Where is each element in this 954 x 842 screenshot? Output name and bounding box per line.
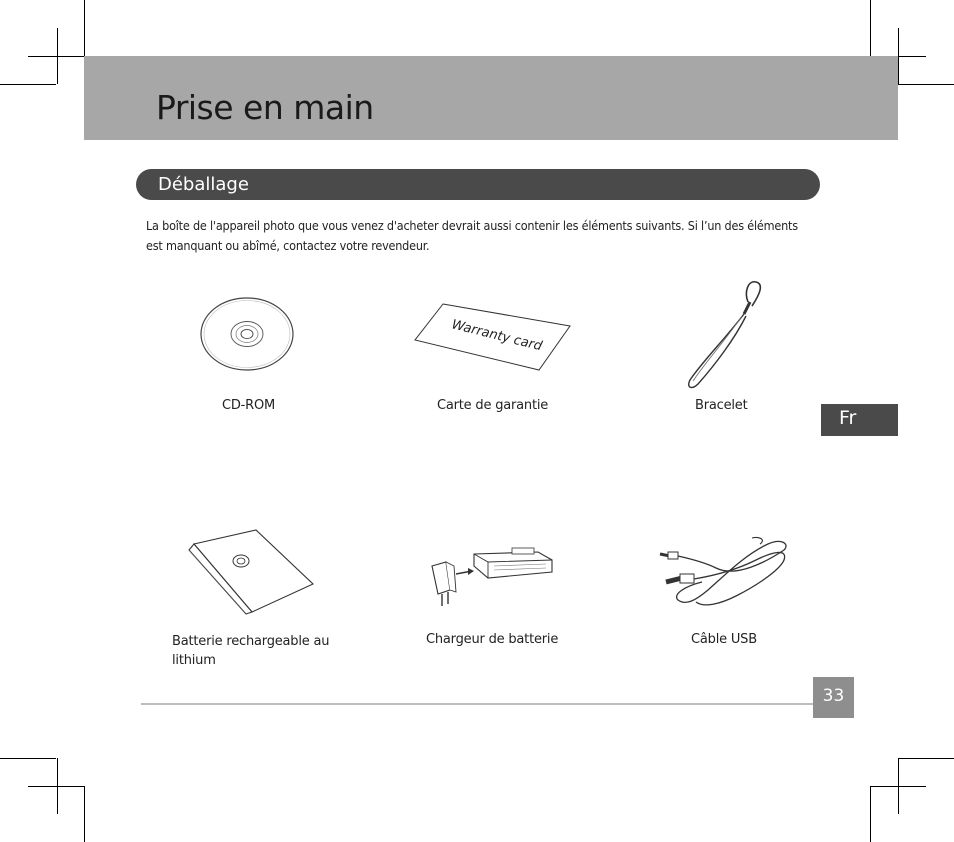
item-label-warranty-card: Carte de garantie: [437, 398, 549, 413]
item-label-wrist-strap: Bracelet: [695, 398, 748, 413]
item-label-usb-cable: Câble USB: [691, 632, 757, 647]
item-label-battery-charger: Chargeur de batterie: [426, 632, 559, 647]
section-title: Déballage: [158, 174, 249, 195]
page-number-box: [813, 677, 854, 718]
language-tab: [821, 404, 898, 436]
header-band: [84, 56, 898, 140]
footer-rule: [141, 703, 814, 705]
battery-charger-icon: [428, 544, 554, 608]
item-label-cd-rom: CD-ROM: [222, 398, 276, 413]
usb-cable-icon: [656, 534, 790, 610]
warranty-card-text: Warranty card: [450, 317, 544, 355]
intro-paragraph: La boîte de l'appareil photo que vous venez d'acheter devrait aussi contenir les éléments suivants. Si l’un des éléments est manquant ou abîmé, contactez votre revendeur.: [146, 218, 798, 253]
item-label-battery-text: Batterie rechargeable au lithium: [172, 634, 330, 668]
warranty-card-icon: [413, 300, 571, 372]
language-label: Fr: [839, 407, 857, 429]
wrist-strap-icon: [684, 280, 766, 392]
page-number: 33: [822, 686, 845, 706]
cd-rom-icon: [199, 296, 295, 372]
item-label-battery: [172, 632, 342, 670]
section-header: [136, 169, 820, 200]
battery-icon: [186, 530, 316, 614]
page-title: Prise en main: [156, 88, 374, 127]
